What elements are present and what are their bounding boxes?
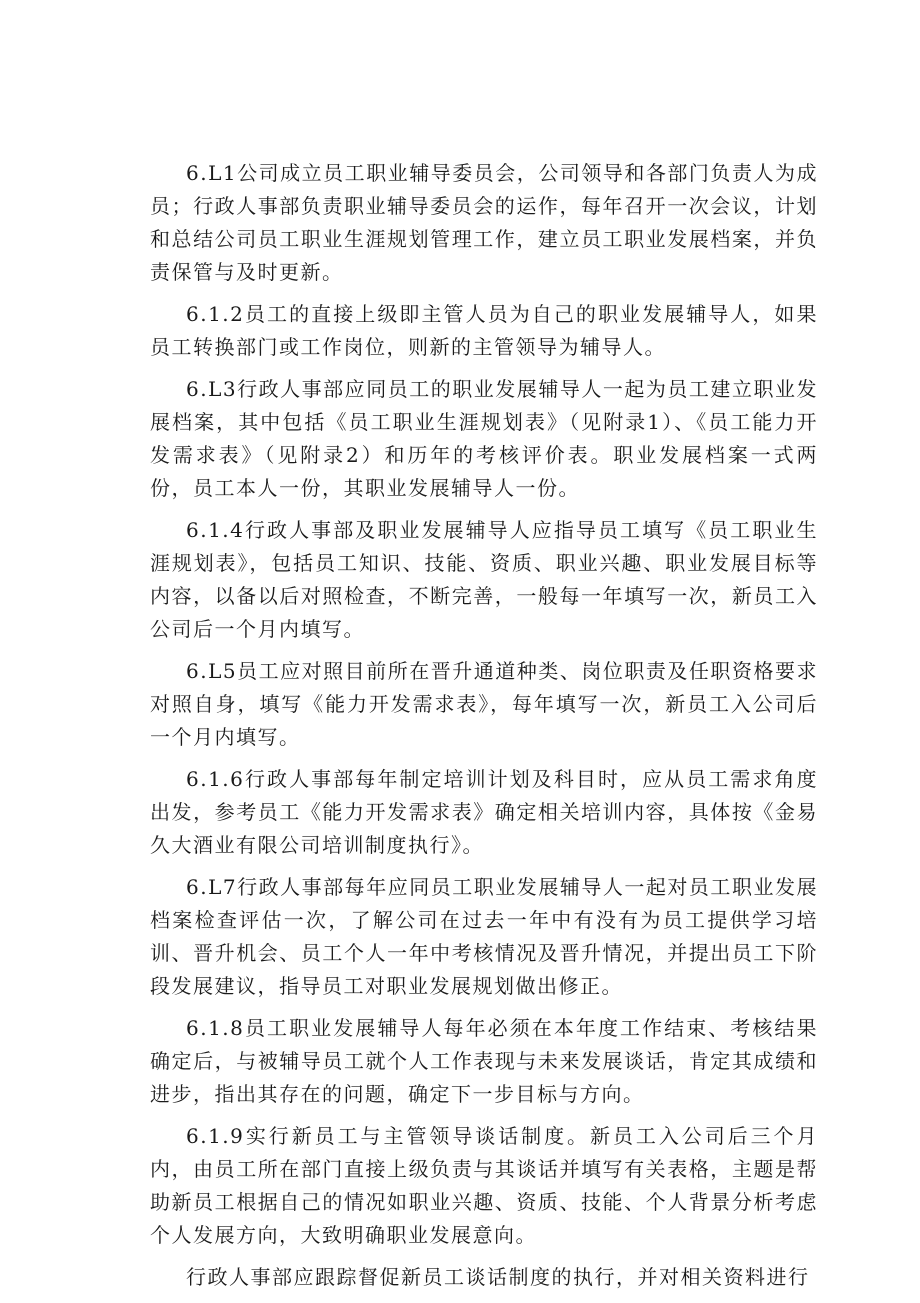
paragraph-6-1-4: 6.1.4行政人事部及职业发展辅导人应指导员工填写《员工职业生涯规划表》，包括员工知识、技能、资质、职业兴趣、职业发展目标等内容，以备以后对照检查，不断完善，一般每一年填写一次，新员工入公司后一个月内填写。 (150, 518, 818, 641)
paragraph-6-1-8: 6.1.8员工职业发展辅导人每年必须在本年度工作结束、考核结果确定后，与被辅导员工就个人工作表现与未来发展谈话，肯定其成绩和进步，指出其存在的问题，确定下一步目标与方向。 (150, 1016, 818, 1106)
paragraph-6-1-1: 6.L1公司成立员工职业辅导委员会，公司领导和各部门负责人为成员；行政人事部负责职业辅导委员会的运作，每年召开一次会议，计划和总结公司员工职业生涯规划管理工作，建立员工职业发展档案，并负责保管与及时更新。 (150, 161, 818, 284)
paragraph-6-1-9: 6.1.9实行新员工与主管领导谈话制度。新员工入公司后三个月内，由员工所在部门直接上级负责与其谈话并填写有关表格，主题是帮助新员工根据自己的情况如职业兴趣、资质、技能、个人背景分析考虑个人发展方向，大致明确职业发展意向。 (150, 1124, 818, 1247)
paragraph-6-1-3: 6.L3行政人事部应同员工的职业发展辅导人一起为员工建立职业发展档案，其中包括《员工职业生涯规划表》（见附录1）、《员工能力开发需求表》（见附录2）和历年的考核评价表。职业发展档案一式两份，员工本人一份，其职业发展辅导人一份。 (150, 377, 818, 500)
document-body (150, 157, 818, 1303)
paragraph-6-1-6: 6.1.6行政人事部每年制定培训计划及科目时，应从员工需求角度出发，参考员工《能力开发需求表》确定相关培训内容，具体按《金易久大酒业有限公司培训制度执行》。 (150, 767, 818, 857)
paragraph-6-1-7: 6.L7行政人事部每年应同员工职业发展辅导人一起对员工职业发展档案检查评估一次，了解公司在过去一年中有没有为员工提供学习培训、晋升机会、员工个人一年中考核情况及晋升情况，并提出员工下阶段发展建议，指导员工对职业发展规划做出修正。 (150, 875, 818, 998)
paragraph-followup: 行政人事部应跟踪督促新员工谈话制度的执行，并对相关资料进行 (186, 1265, 810, 1289)
paragraph-6-1-2: 6.1.2员工的直接上级即主管人员为自己的职业发展辅导人，如果员工转换部门或工作岗位，则新的主管领导为辅导人。 (150, 302, 818, 359)
paragraph-6-1-5: 6.L5员工应对照目前所在晋升通道种类、岗位职责及任职资格要求对照自身，填写《能力开发需求表》，每年填写一次，新员工入公司后一个月内填写。 (150, 659, 818, 749)
